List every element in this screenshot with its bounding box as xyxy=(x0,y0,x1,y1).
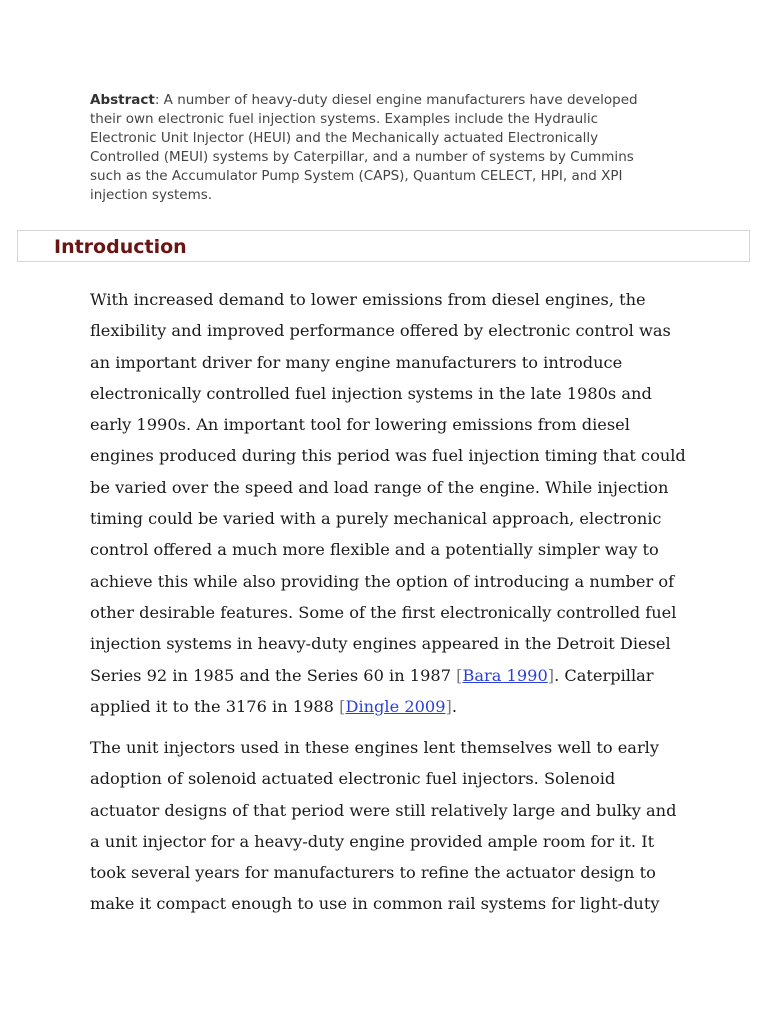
citation-bracket-open: [ xyxy=(456,665,463,685)
citation-bracket-close: ] xyxy=(445,696,452,716)
paragraph-1-text: With increased demand to lower emissions from diesel engines, the flexibility and improved performance offered by electronic control was an important driver for many engine manufacturers to introduce electronically controlled fuel injection systems in the late 1980s and early 1990s. An important tool for lowering emissions from diesel engines produced during this period was fuel injection timing that could be varied over the speed and load range of the engine. While injection timing could be varied with a purely mechanical approach, electronic control offered a much more flexible and a potentially simpler way to achieve this while also providing the option of introducing a number of other desirable features. Some of the first electronically controlled fuel injection systems in heavy-duty engines appeared in the Detroit Diesel Series 92 in 1985 and the Series 60 in 1987 xyxy=(90,290,686,685)
abstract xyxy=(90,91,665,205)
abstract-label: Abstract xyxy=(90,92,155,108)
paragraph-1-text-middle: . Caterpillar applied it to the 3176 in 1988 xyxy=(90,665,654,716)
citation-bracket-open: [ xyxy=(339,696,346,716)
section-title: Introduction xyxy=(54,236,187,258)
section-header xyxy=(17,230,750,262)
citation-link-dingle-2009[interactable]: Dingle 2009 xyxy=(345,696,446,716)
citation-bracket-close: ] xyxy=(547,665,555,685)
abstract-separator: : xyxy=(154,92,164,108)
citation-link-bara-1990[interactable]: Bara 1990 xyxy=(462,665,548,685)
abstract-text: A number of heavy-duty diesel engine manufacturers have developed their own electronic fuel injection systems. Examples include the Hydraulic Electronic Unit Injector (HEUI) and the Mechanically actuated Electronically Controlled (MEUI) systems by Caterpillar, and a number of systems by Cummins such as the Accumulator Pump System (CAPS), Quantum CELECT, HPI, and XPI injection systems. xyxy=(90,92,638,203)
paragraph-2: The unit injectors used in these engines lent themselves well to early adoption of solenoid actuated electronic fuel injectors. Solenoid actuator designs of that period were still relatively large and bulky and a unit injector for a heavy-duty engine provided ample room for it. It took several years for manufacturers to refine the actuator design to make it compact enough to use in common rail systems for light-duty xyxy=(90,738,677,914)
paragraph-1 xyxy=(90,284,688,722)
paragraph-1-text-end: . xyxy=(451,696,457,716)
